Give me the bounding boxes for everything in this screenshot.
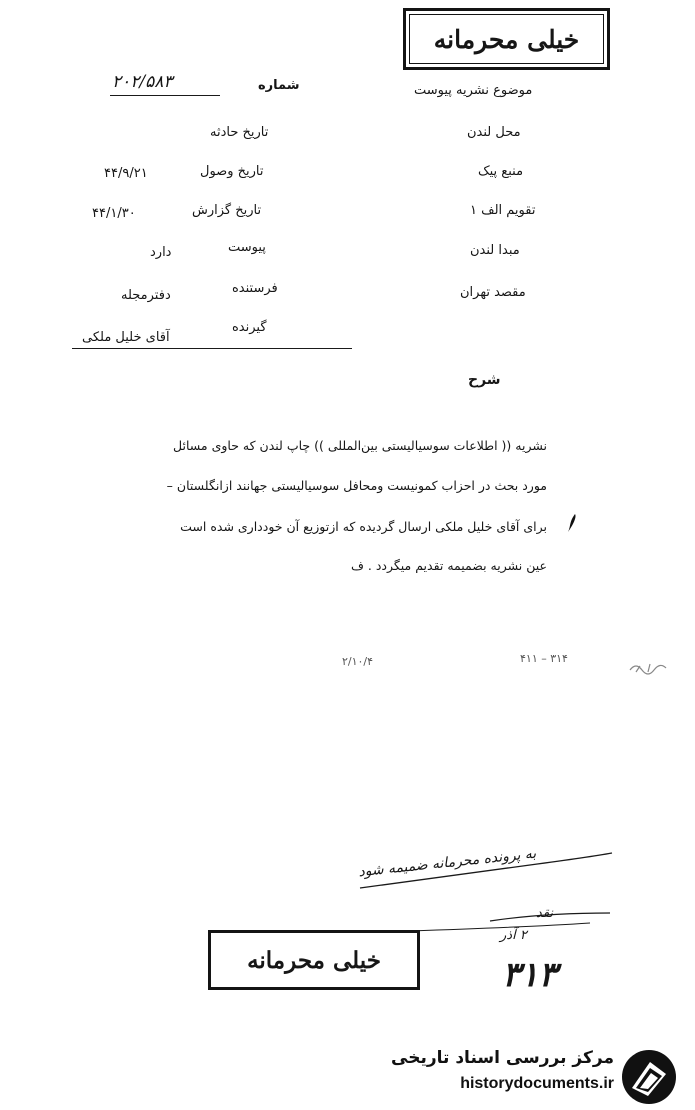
description-label: شرح — [468, 372, 501, 388]
footer-url: historydocuments.ir — [460, 1075, 614, 1092]
archive-logo-icon — [620, 1048, 678, 1106]
handwritten-number: ۳۱۳ — [502, 955, 557, 995]
receipt-date-label: تاریخ وصول — [200, 164, 264, 179]
number-underline — [110, 95, 220, 96]
body-line-1: نشریه (( اطلاعات سوسیالیستی بین‌المللی )) چاپ لندن که حاوی مسائل — [173, 438, 547, 453]
recipient-value: آقای خلیل ملکی — [82, 330, 170, 345]
handwritten-word: نقد — [536, 906, 554, 921]
handwritten-date: ۲ آذر — [500, 928, 527, 943]
destination-field: مقصد تهران — [460, 285, 526, 300]
body-line-3: برای آقای خلیل ملکی ارسال گردیده که ازتوزیع آن خودداری شده است — [180, 519, 547, 534]
footer-title: مرکز بررسی اسناد تاریخی — [391, 1048, 614, 1068]
rating-field: تقویم الف ۱ — [470, 203, 536, 218]
receipt-date-value: ۴۴/۹/۲۱ — [104, 166, 148, 181]
incident-date-label: تاریخ حادثه — [210, 125, 269, 140]
sender-label: فرستنده — [232, 281, 278, 296]
faint-scribble — [628, 658, 678, 678]
report-date-value: ۴۴/۱/۳۰ — [92, 206, 136, 221]
footer-watermark — [391, 1042, 684, 1108]
origin-field: مبدا لندن — [470, 243, 520, 258]
reference-number-left: ۲/۱۰/۴ — [342, 655, 374, 668]
source-field: منبع پیک — [478, 164, 524, 179]
report-date-label: تاریخ گزارش — [192, 203, 262, 218]
handwritten-note: به پرونده محرمانه ضمیمه شود — [357, 845, 537, 881]
reference-number-right: ۳۱۴ – ۴۱۱ — [520, 652, 568, 665]
attachment-label: پیوست — [228, 240, 266, 255]
number-value: ۲۰۲/۵۸۳ — [112, 72, 173, 92]
place-field: محل لندن — [467, 125, 521, 140]
classification-stamp-top: خیلی محرمانه — [403, 8, 610, 70]
classification-stamp-bottom: خیلی محرمانه — [208, 930, 420, 990]
body-line-2: مورد بحث در احزاب کمونیست ومحافل سوسیالیستی جهانند ازانگلستان – — [166, 478, 547, 493]
sender-value: دفترمجله — [121, 288, 171, 303]
recipient-underline — [72, 348, 352, 349]
check-mark-icon — [566, 513, 578, 533]
recipient-label: گیرنده — [232, 320, 267, 335]
number-label: شماره — [258, 78, 300, 93]
subject-field: موضوع نشریه پیوست — [414, 83, 533, 98]
attachment-value: دارد — [150, 245, 172, 260]
handwritten-scribble — [350, 843, 620, 933]
body-line-4: عین نشریه بضمیمه تقدیم میگردد . ف — [350, 558, 547, 573]
